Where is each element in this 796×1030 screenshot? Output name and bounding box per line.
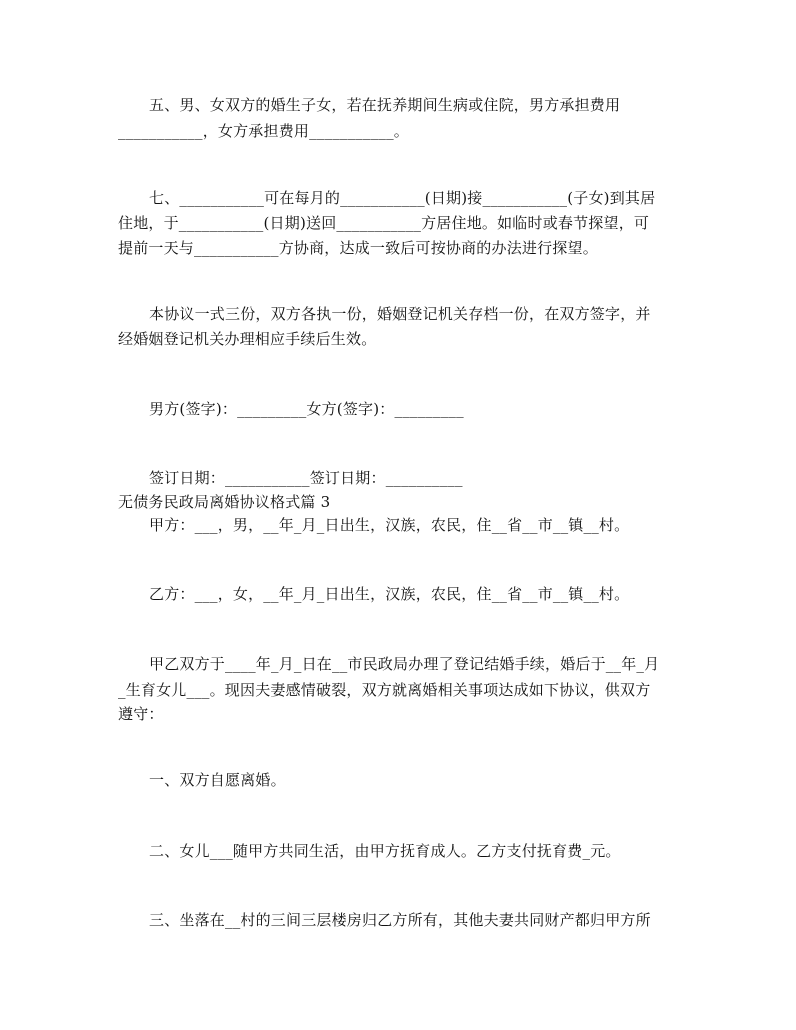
signing-date-line: 签订日期：___________签订日期：__________ (149, 469, 463, 487)
paragraph-copies-line-1: 本协议一式三份，双方各执一份，婚姻登记机关存档一份，在双方签字，并 (149, 305, 651, 323)
paragraph-seven-line-1: 七、___________可在每月的___________(日期)接___________(子女)到其居 (149, 189, 656, 207)
signature-line: 男方(签字)：_________女方(签字)：_________ (149, 400, 464, 418)
clause-one: 一、双方自愿离婚。 (149, 771, 286, 789)
marriage-paragraph-line-2: _生育女儿___。现因夫妻感情破裂，双方就离婚相关事项达成如下协议，供双方 (118, 681, 651, 699)
marriage-paragraph-line-3: 遵守： (118, 705, 164, 723)
paragraph-seven-line-3: 提前一天与___________方协商，达成一致后可按协商的办法进行探望。 (118, 239, 598, 257)
clause-two: 二、女儿___随甲方共同生活，由甲方抚育成人。乙方支付抚育费_元。 (149, 842, 621, 860)
paragraph-five-line-1: 五、男、女双方的婚生子女，若在抚养期间生病或住院，男方承担费用 (149, 96, 621, 114)
marriage-paragraph-line-1: 甲乙双方于____年_月_日在__市民政局办理了登记结婚手续，婚后于__年_月 (149, 655, 660, 673)
party-b-line: 乙方：___，女，__年_月_日出生，汉族，农民，住__省__市__镇__村。 (149, 585, 630, 603)
section-heading: 无债务民政局离婚协议格式篇 3 (118, 493, 331, 511)
paragraph-five-line-2: ___________，女方承担费用___________。 (118, 122, 410, 140)
paragraph-seven-line-2: 住地，于___________(日期)送回___________方居住地。如临时或春节探望，可 (118, 214, 650, 232)
clause-three: 三、坐落在__村的三间三层楼房归乙方所有，其他夫妻共同财产都归甲方所 (149, 911, 651, 929)
party-a-line: 甲方：___，男，__年_月_日出生，汉族，农民，住__省__市__镇__村。 (149, 516, 630, 534)
paragraph-copies-line-2: 经婚姻登记机关办理相应手续后生效。 (118, 330, 377, 348)
